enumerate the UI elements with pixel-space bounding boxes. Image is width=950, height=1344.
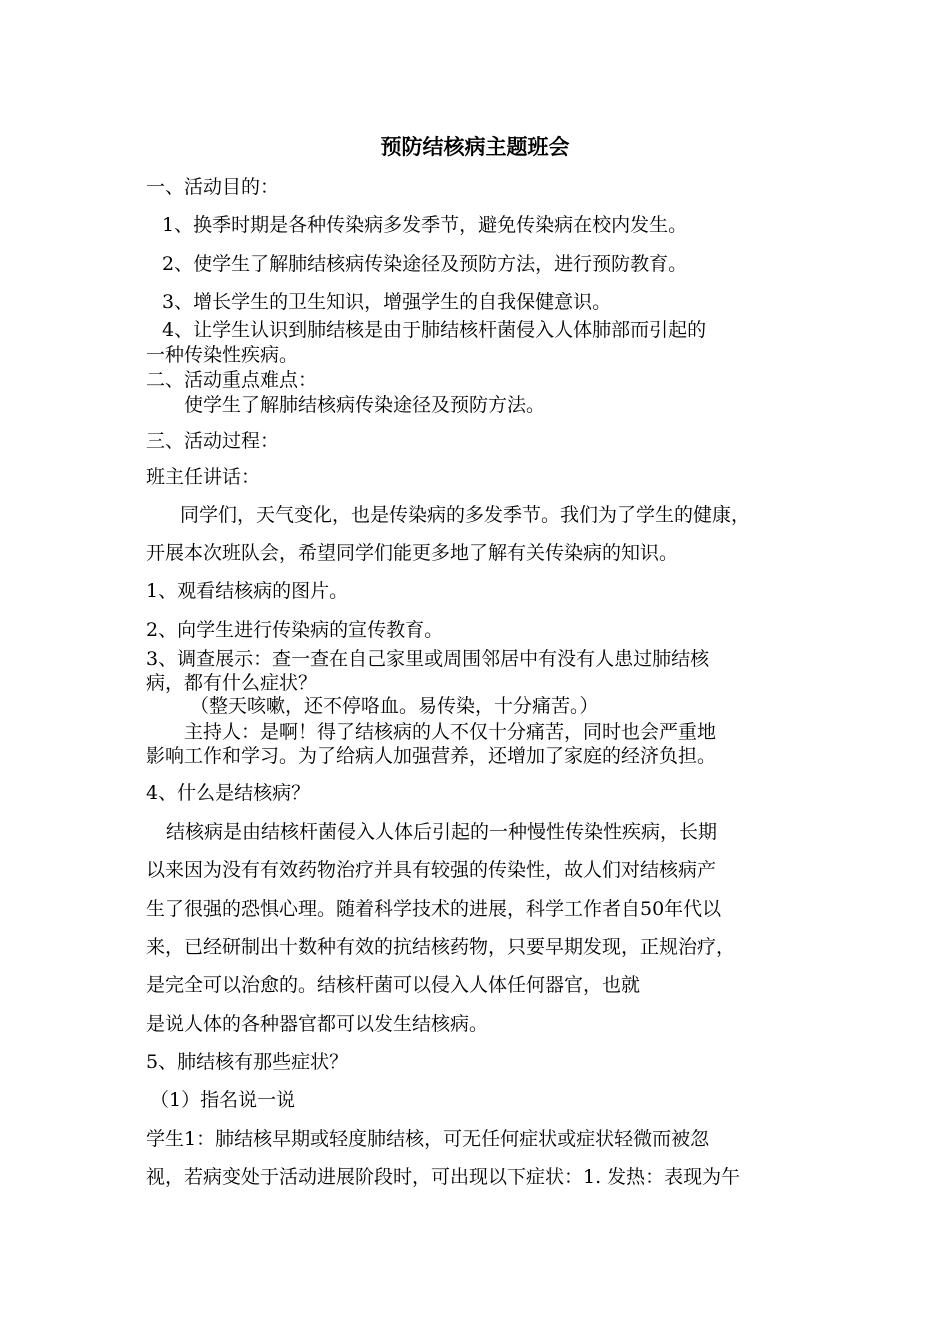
symptom-answer: （整天咳嗽，还不停咯血。易传染，十分痛苦。） xyxy=(190,695,599,717)
process-step-1: 1、观看结核病的图片。 xyxy=(146,580,349,602)
purpose-item-3: 3、增长学生的卫生知识，增强学生的自我保健意识。 xyxy=(162,291,612,313)
sub-step-1: （1）指名说一说 xyxy=(150,1089,296,1111)
host-speech-line-2: 影响工作和学习。为了给病人加强营养，还增加了家庭的经济负担。 xyxy=(146,745,717,767)
purpose-item-4-cont: 一种传染性疾病。 xyxy=(146,344,299,366)
teacher-speech-line-1: 同学们，天气变化，也是传染病的多发季节。我们为了学生的健康， xyxy=(180,504,751,526)
process-step-5: 5、肺结核有那些症状？ xyxy=(146,1051,349,1073)
section-heading-purpose: 一、活动目的： xyxy=(146,176,280,198)
tb-definition-line-5: 是完全可以治愈的。结核杆菌可以侵入人体任何器官，也就 xyxy=(146,974,641,996)
process-step-2: 2、向学生进行传染病的宣传教育。 xyxy=(146,619,444,641)
student-answer-line-2: 视，若病变处于活动进展阶段时，可出现以下症状：1. 发热：表现为午 xyxy=(146,1166,741,1188)
host-speech-line-1: 主持人：是啊！得了结核病的人不仅十分痛苦，同时也会严重地 xyxy=(184,721,717,743)
tb-definition-line-2: 以来因为没有有效药物治疗并具有较强的传染性，故人们对结核病产 xyxy=(146,859,717,881)
process-step-3: 3、调查展示：查一查在自己家里或周围邻居中有没有人患过肺结核 xyxy=(146,648,710,670)
teacher-speech-label: 班主任讲话： xyxy=(146,466,261,488)
purpose-item-1: 1、换季时期是各种传染病多发季节，避免传染病在校内发生。 xyxy=(162,214,688,236)
process-step-3-cont: 病，都有什么症状？ xyxy=(146,672,318,694)
purpose-item-2: 2、使学生了解肺结核病传染途径及预防方法，进行预防教育。 xyxy=(162,253,688,275)
section-heading-process: 三、活动过程： xyxy=(146,430,280,452)
tb-definition-line-6: 是说人体的各种器官都可以发生结核病。 xyxy=(146,1013,489,1035)
tb-definition-line-3: 生了很强的恐惧心理。随着科学技术的进展，科学工作者自50年代以 xyxy=(146,898,722,920)
section-heading-keypoints: 二、活动重点难点： xyxy=(146,369,318,391)
student-answer-line-1: 学生1：肺结核早期或轻度肺结核，可无任何症状或症状轻微而被忽 xyxy=(146,1128,710,1150)
document-title: 预防结核病主题班会 xyxy=(380,134,570,159)
tb-definition-line-1: 结核病是由结核杆菌侵入人体后引起的一种慢性传染性疾病，长期 xyxy=(166,821,718,843)
purpose-item-4: 4、让学生认识到肺结核是由于肺结核杆菌侵入人体肺部而引起的 xyxy=(162,319,707,341)
keypoints-text: 使学生了解肺结核病传染途径及预防方法。 xyxy=(184,394,546,416)
process-step-4: 4、什么是结核病？ xyxy=(146,782,311,804)
tb-definition-line-4: 来，已经研制出十数种有效的抗结核药物，只要早期发现，正规治疗， xyxy=(146,936,736,958)
teacher-speech-line-2: 开展本次班队会，希望同学们能更多地了解有关传染病的知识。 xyxy=(146,542,679,564)
